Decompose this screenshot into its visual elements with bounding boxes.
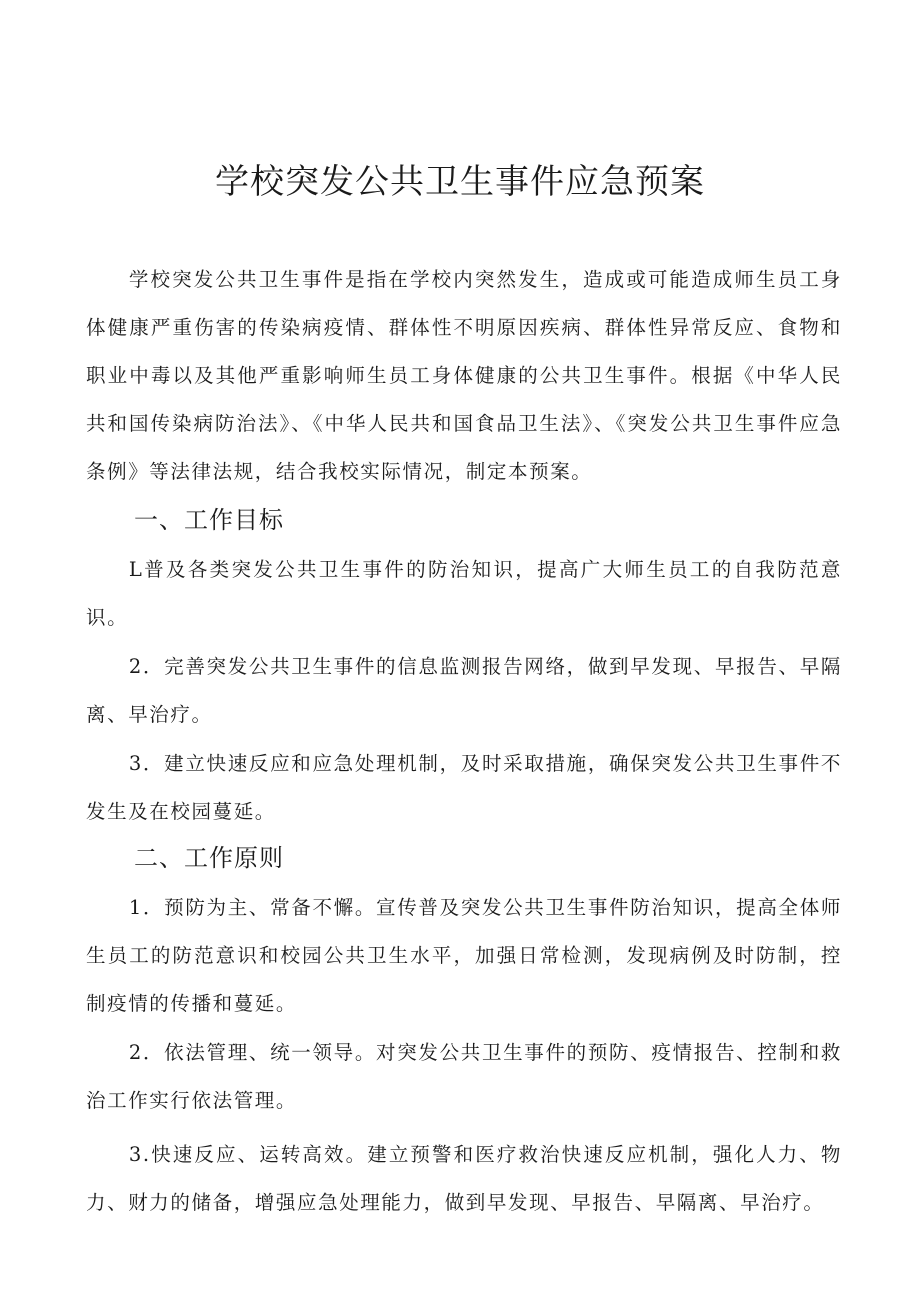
goal-item-1: L普及各类突发公共卫生事件的防治知识，提高广大师生员工的自我防范意识。 xyxy=(86,558,842,629)
goal-item-2: 2．完善突发公共卫生事件的信息监测报告网络，做到早发现、早报告、早隔离、早治疗。 xyxy=(86,655,842,726)
document-title: 学校突发公共卫生事件应急预案 xyxy=(215,162,705,202)
section-heading-principles: 二、工作原则 xyxy=(134,844,284,872)
section-heading-goals: 一、工作目标 xyxy=(134,506,284,534)
principle-item-3: 3.快速反应、运转高效。建立预警和医疗救治快速反应机制，强化人力、物力、财力的储备，增强应急处理能力，做到早发现、早报告、早隔离、早治疗。 xyxy=(86,1143,842,1214)
principle-item-2: 2．依法管理、统一领导。对突发公共卫生事件的预防、疫情报告、控制和救治工作实行依法管理。 xyxy=(86,1041,842,1112)
intro-paragraph: 学校突发公共卫生事件是指在学校内突然发生，造成或可能造成师生员工身体健康严重伤害的传染病疫情、群体性不明原因疾病、群体性异常反应、食物和职业中毒以及其他严重影响师生员工身体健康的公共卫生事件。根据《中华人民共和国传染病防治法》、《中华人民共和国食品卫生法》、《突发公共卫生事件应急条例》等法律法规，结合我校实际情况，制定本预案。 xyxy=(86,268,842,483)
goal-item-3: 3．建立快速反应和应急处理机制，及时采取措施，确保突发公共卫生事件不发生及在校园蔓延。 xyxy=(86,752,842,823)
principle-item-1: 1．预防为主、常备不懈。宣传普及突发公共卫生事件防治知识，提高全体师生员工的防范意识和校园公共卫生水平，加强日常检测，发现病例及时防制，控制疫情的传播和蔓延。 xyxy=(86,896,842,1015)
